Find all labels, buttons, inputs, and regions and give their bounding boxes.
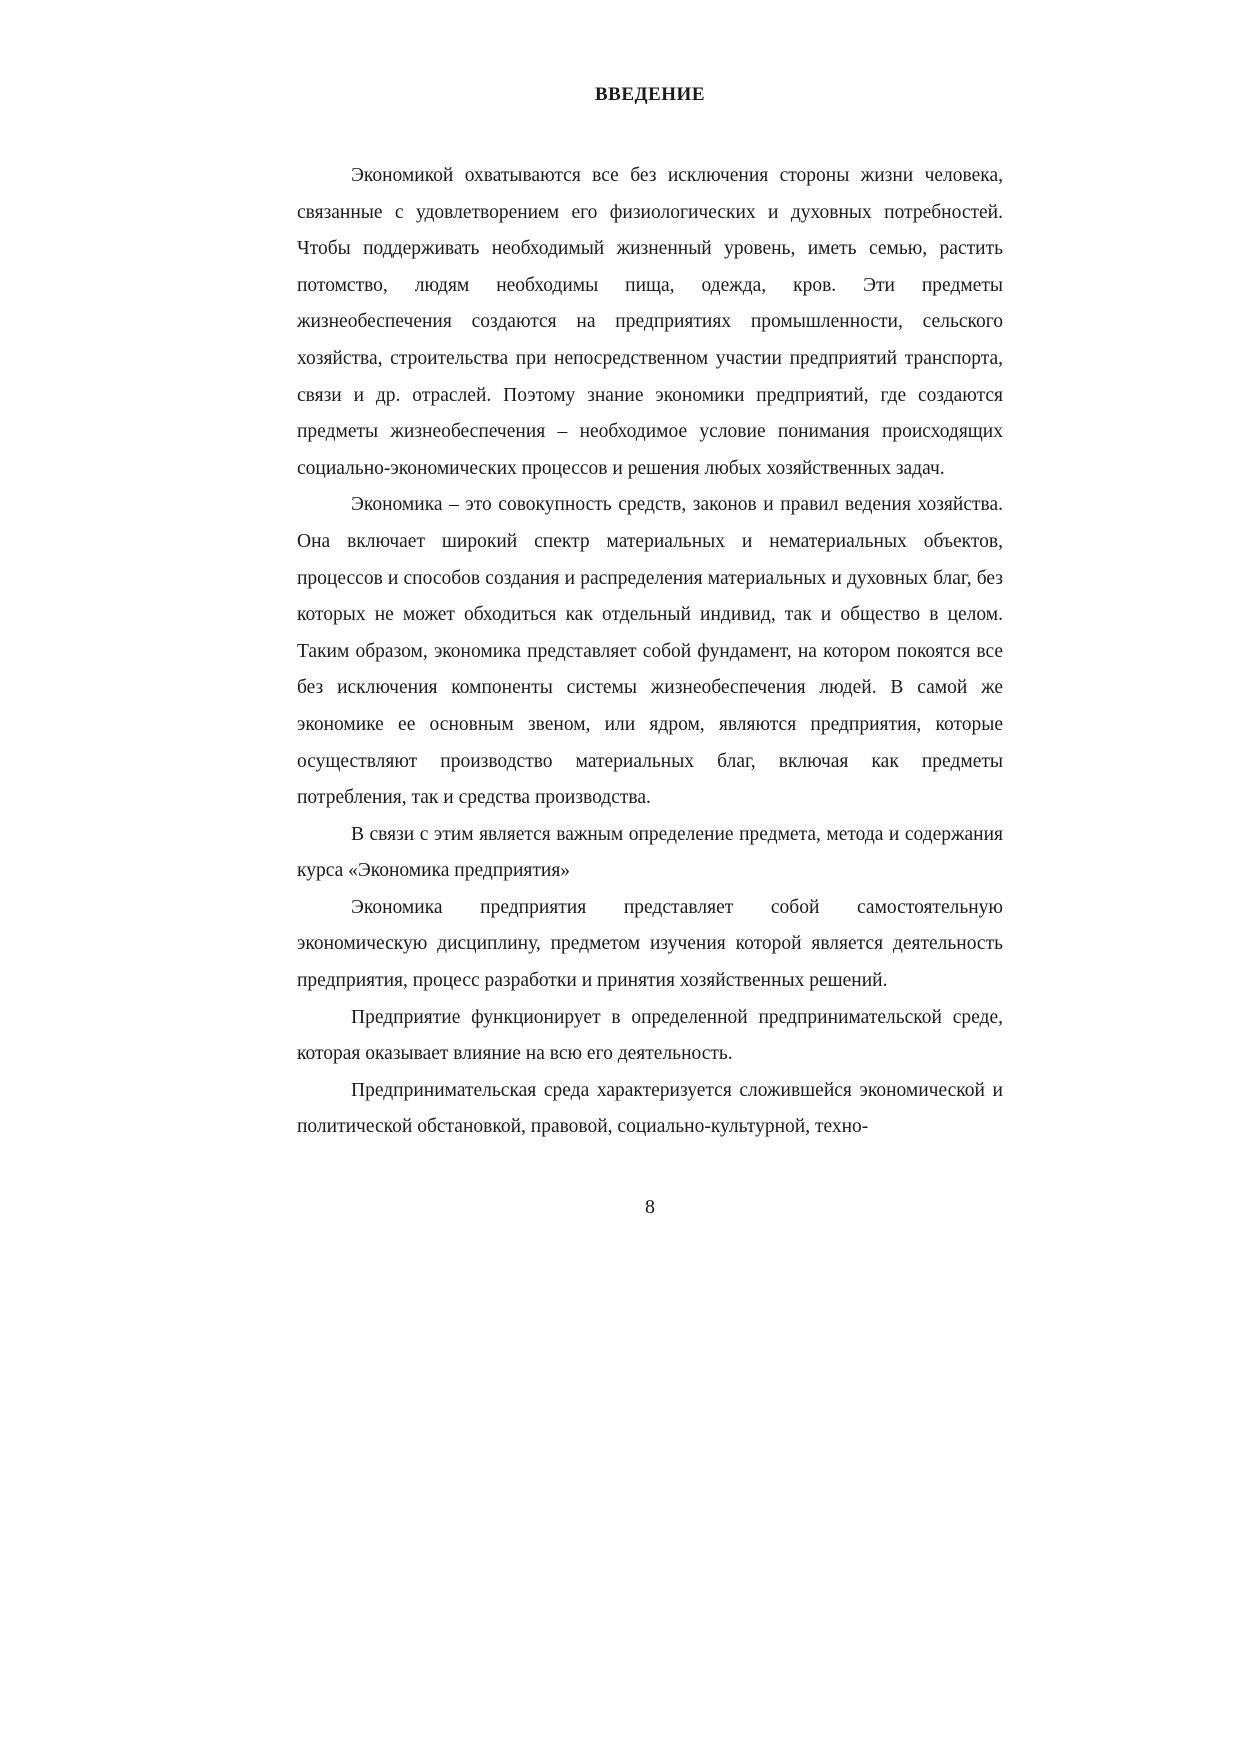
body-text (297, 158, 1003, 1146)
page-heading: ВВЕДЕНИЕ (595, 84, 705, 105)
paragraph: Экономикой охватываются все без исключения стороны жизни человека, связанные с удовлетворением его физиологических и духовных потребностей. Чтобы поддерживать необходимый жизненный уровень, иметь семью, растить потомство, людям необходимы пища, одежда, кров. Эти предметы жизнеобеспечения создаются на предприятиях промышленности, сельского хозяйства, строительства при непосредственном участии предприятий транспорта, связи и др. отраслей. Поэтому знание экономики предприятий, где создаются предметы жизнеобеспечения – необходимое условие понимания происходящих социально-экономических процессов и решения любых хозяйственных задач. (297, 165, 1003, 479)
paragraph: В связи с этим является важным определение предмета, метода и содержания курса «Экономика предприятия» (297, 823, 1003, 882)
paragraph: Экономика – это совокупность средств, законов и правил ведения хозяйства. Она включает широкий спектр материальных и нематериальных объектов, процессов и способов создания и распределения материальных и духовных благ, без которых не может обходиться как отдельный индивид, так и общество в целом. Таким образом, экономика представляет собой фундамент, на котором покоятся все без исключения компоненты системы жизнеобеспечения людей. В самой же экономике ее основным звеном, или ядром, являются предприятия, которые осуществляют производство материальных благ, включая как предметы потребления, так и средства производства. (297, 494, 1003, 809)
paragraph: Предприятие функционирует в определенной предпринимательской среде, которая оказывает влияние на всю его деятельность. (297, 1006, 1003, 1065)
page-number: 8 (645, 1196, 655, 1218)
paragraph: Предпринимательская среда характеризуется сложившейся экономической и политической обстановкой, правовой, социально-культурной, техно- (297, 1079, 1003, 1138)
paragraph: Экономика предприятия представляет собой самостоятельную экономическую дисциплину, предметом изучения которой является деятельность предприятия, процесс разработки и принятия хозяйственных решений. (297, 896, 1003, 992)
